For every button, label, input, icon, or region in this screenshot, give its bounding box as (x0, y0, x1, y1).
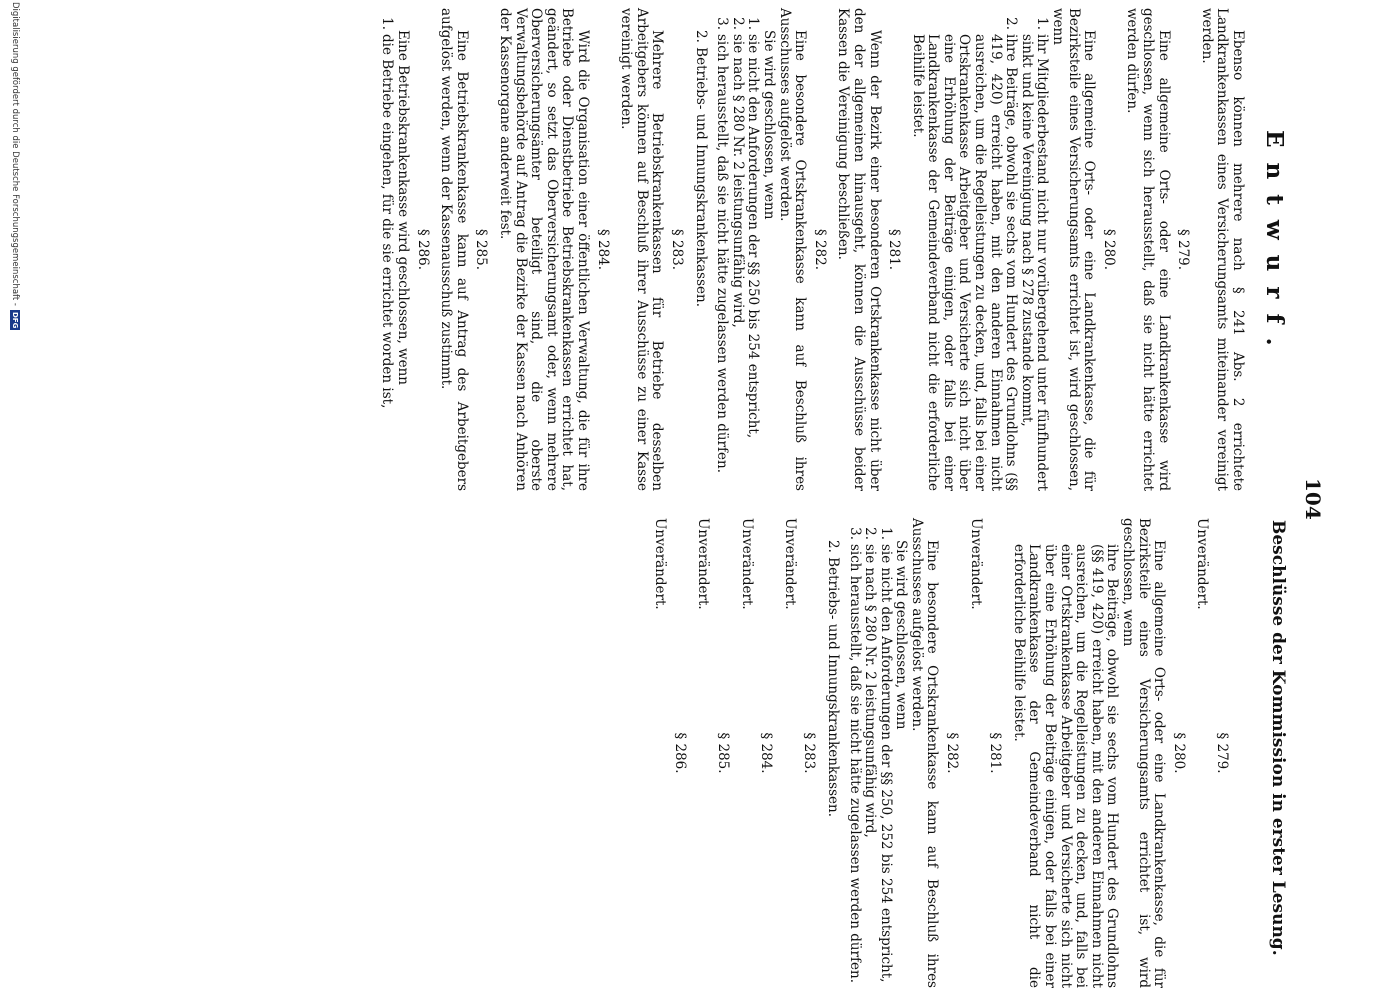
unchanged-note: Unverändert. (738, 518, 755, 610)
paragraph: Mehrere Betriebskrankenkassen für Betriebe desselben Arbeitgebers können auf Beschluß ihrer Ausschüsse zu einer Kasse vereinigt werden. (618, 8, 666, 491)
list-item-number: 1. (379, 17, 396, 30)
list-item (379, 8, 395, 491)
list-item-number: 2. (1003, 17, 1020, 30)
unchanged-note: Unverändert. (652, 518, 669, 610)
list-item-text: sie nach § 280 Nr. 2 leistungsunfähig wird, (862, 544, 879, 838)
list-item-text: sie nach § 280 Nr. 2 leistungsunfähig wird, (729, 34, 746, 328)
section-number: § 284. (758, 732, 775, 774)
section-number: § 281. (886, 228, 903, 271)
list-item-number: 1. (745, 17, 762, 30)
unchanged-note: Unverändert. (1194, 518, 1211, 610)
paragraph: Sie wird geschlossen, wenn (893, 540, 910, 730)
section-number: § 280. (1170, 732, 1187, 774)
section-number: § 279. (1175, 228, 1192, 271)
list-item-text: die Betriebe eingehen, für die sie errichtet worden ist, (379, 34, 396, 409)
list-item (877, 518, 893, 988)
paragraph: Wird die Organisation einer öffentlichen Verwaltung, die für ihre Betriebe oder Dienstbetriebe Betriebskrankenkassen errichtet hat, geändert, so setzt das Oberversicherungsamt oder, wenn mehrere Oberversicherungsämter beteiligt sind, die oberste Verwaltungsbehörde auf Antrag die Bezirke der Kassen nach Anhören der Kassenorgane anderweit fest. (497, 8, 592, 491)
dfg-logo: DFG (11, 311, 19, 329)
section-number: § 283. (801, 732, 818, 774)
list-item-number: 3. (846, 527, 863, 540)
section-number: § 286. (414, 228, 431, 271)
unchanged-note: Unverändert. (781, 518, 798, 610)
paragraph: Eine Betriebskrankenkasse wird geschlossen, wenn (395, 30, 412, 385)
paragraph: Ebenso können mehrere nach § 241 Abs. 2 errichtete Landkrankenkassen eines Versicherungsamts miteinander vereinigt werden. (1198, 8, 1246, 491)
left-column (379, 8, 1291, 491)
subheading: 2. Betriebs- und Innungskrankenkassen. (692, 30, 709, 307)
list-item (729, 8, 745, 491)
list-item-number: 2. (729, 17, 746, 30)
section-number: § 282. (811, 228, 828, 271)
unchanged-note: Unverändert. (695, 518, 712, 610)
list-item-number: 1. (877, 527, 894, 540)
list-item (846, 518, 862, 988)
list-item-text: sie nicht den Anforderungen der §§ 250, 252 bis 254 entspricht, (877, 544, 894, 983)
section-number: § 280. (1100, 228, 1117, 271)
section-number: § 281. (987, 732, 1004, 774)
footer (10, 0, 20, 1002)
paragraph: Eine besondere Ortskrankenkasse kann auf Beschluß ihres Ausschusses aufgelöst werden. (776, 8, 809, 491)
list-item (745, 8, 761, 491)
paragraph: Eine allgemeine Orts- oder eine Landkrankenkasse, die für Bezirksteile eines Versicherungsamts errichtet ist, wird geschlossen, wenn (1120, 518, 1168, 988)
section-number: § 282. (944, 732, 961, 774)
list-item-text: sich herausstellt, daß sie nicht hätte zugelassen werden dürfen. (714, 34, 731, 473)
page-number: 104 (1301, 478, 1325, 520)
list-item (1018, 8, 1049, 491)
list-item (862, 518, 878, 988)
footer-text: Digitalisierung gefördert durch die Deutsche Forschungsgemeinschaft - (10, 2, 20, 306)
section-number: § 283. (669, 228, 685, 271)
list-item-text: ihre Beiträge, obwohl sie sechs vom Hundert des Grundlohns (§§ 419, 420) erreicht haben, mit den anderen Einnahmen nicht ausreichen, um die Regelleistungen zu decken, und, falls bei einer Ortskrankenkasse Arbeitgeber und Versicherte sich nicht über eine Erhöhung der Beiträge einigen, oder falls bei einer Landkrankenkasse der Gemeindeverband nicht die erforderliche Beihilfe leistet. (1010, 544, 1121, 988)
paragraph: Eine besondere Ortskrankenkasse kann auf Beschluß ihres Ausschusses aufgelöst werden. (908, 518, 941, 988)
section-number: § 285. (714, 732, 731, 774)
list-item (714, 8, 730, 491)
section-number: § 285. (473, 228, 490, 271)
list-item-text: sie nicht den Anforderungen der §§ 250 bis 254 entspricht, (745, 34, 762, 439)
list-item-number: 1. (1034, 17, 1051, 30)
section-number: § 286. (671, 732, 688, 774)
section-number: § 279. (1214, 732, 1230, 774)
list-item-text: ihre Beiträge, obwohl sie sechs vom Hundert des Grundlohns (§§ 419, 420) erreicht haben, mit den anderen Einnahmen nicht ausreichen, um die Regelleistungen zu decken, und, falls bei einer Ortskrankenkasse Arbeitgeber und Versicherte sich nicht über eine Erhöhung der Beiträge einigen, oder falls bei einer Landkrankenkasse der Gemeindeverband nicht die erforderliche Beihilfe leistet. (909, 34, 1020, 491)
list-item-number (1010, 518, 1119, 544)
right-column (648, 518, 1291, 988)
section-number: § 284. (594, 228, 611, 271)
unchanged-note: Unverändert. (967, 518, 984, 610)
list-item (909, 8, 1018, 491)
paragraph: Eine allgemeine Orts- oder eine Landkrankenkasse, die für Bezirksteile eines Versicherungsamts errichtet ist, wird geschlossen, wenn (1050, 8, 1098, 491)
list-item-number: 3. (714, 17, 731, 30)
list-item (1010, 518, 1119, 988)
list-item-text: sich herausstellt, daß sie nicht hätte zugelassen werden dürfen. (846, 544, 863, 983)
paragraph: Sie wird geschlossen, wenn (760, 30, 777, 220)
paragraph: Eine Betriebskrankenkasse kann auf Antrag des Arbeitgebers aufgelöst werden, wenn der Kassenausschuß zustimmt. (438, 8, 470, 491)
list-item-number: 2. (862, 527, 879, 540)
subheading: 2. Betriebs- und Innungskrankenkassen. (824, 540, 841, 817)
right-heading: Beschlüsse der Kommission in erster Lesung. (1268, 520, 1288, 956)
paragraph: Wenn der Bezirk einer besonderen Ortskrankenkasse nicht über den der allgemeinen hinausgeht, können die Ausschüsse beider Kassen die Vereinigung beschließen. (835, 8, 883, 491)
left-heading: Entwurf. (1261, 130, 1288, 361)
list-item-text: ihr Mitgliederbestand nicht nur vorübergehend unter fünfhundert sinkt und keine Vereinigung nach § 278 zustande kommt, (1018, 34, 1051, 491)
paragraph: Eine allgemeine Orts- oder eine Landkrankenkasse wird geschlossen, wenn sich herausstellt, daß sie nicht hätte errichtet werden dürfen. (1124, 8, 1172, 491)
